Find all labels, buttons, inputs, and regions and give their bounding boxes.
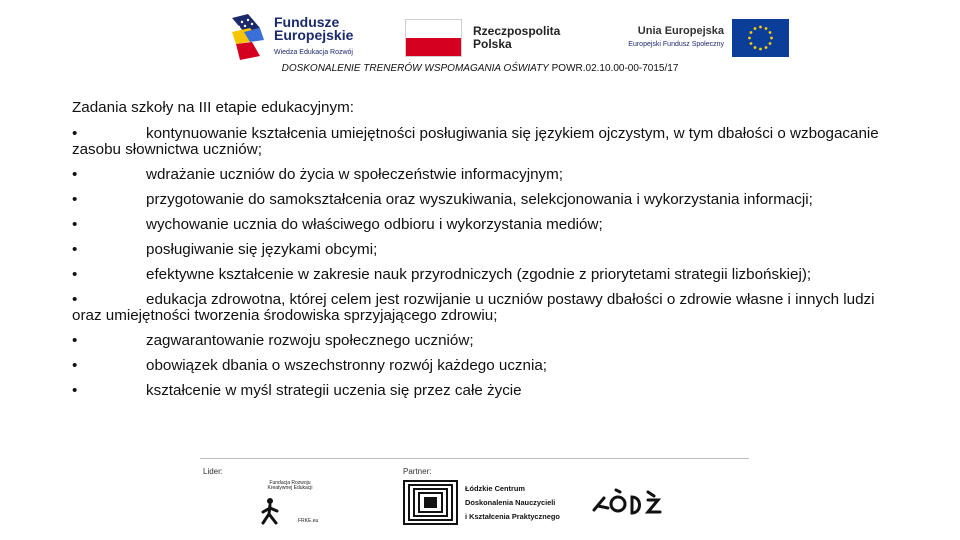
project-code: POWR.02.10.00-00-7015/17 <box>548 63 679 74</box>
task-item <box>72 383 882 399</box>
task-item-text: kontynuowanie kształcenia umiejętności posługiwania się językiem ojczystym, w tym dbałości o wzbogacanie zasobu słownictwa uczniów; <box>72 125 879 158</box>
task-item-text: posługiwanie się językami obcymi; <box>146 241 378 258</box>
task-item-text: wychowanie ucznia do właściwego odbioru i wykorzystania mediów; <box>146 216 603 233</box>
project-title-line <box>0 63 960 74</box>
task-item-text: zagwarantowanie rozwoju społecznego uczniów; <box>146 332 474 349</box>
ue-title: Unia Europejska <box>637 25 724 37</box>
fundusze-europejskie-title <box>274 16 353 42</box>
eu-star-icon <box>754 27 757 30</box>
eu-star-icon <box>769 31 772 34</box>
task-item <box>72 267 882 283</box>
eu-star-icon <box>765 46 768 49</box>
project-title: DOSKONALENIE TRENERÓW WSPOMAGANIA OŚWIATY <box>281 63 549 74</box>
logo-bar <box>0 0 960 80</box>
fe-line2: Europejskie <box>274 27 354 43</box>
eu-star-icon <box>754 46 757 49</box>
eu-star-icon <box>750 31 753 34</box>
fe-subtitle: Wiedza Edukacja Rozwój <box>274 49 353 56</box>
bullet: • <box>72 125 78 142</box>
partner-line2: Doskonalenia Nauczycieli <box>465 498 556 507</box>
task-item-text: efektywne kształcenie w zakresie nauk przyrodniczych (zgodnie z priorytetami strategii lizbońskiej); <box>146 266 812 283</box>
eu-star-icon <box>750 42 753 45</box>
eu-star-icon <box>769 42 772 45</box>
ldn-partner-mark-icon <box>403 480 458 525</box>
task-item-text: wdrażanie uczniów do życia w społeczeństwie informacyjnym; <box>146 166 563 183</box>
task-item-text: obowiązek dbania o wszechstronny rozwój każdego ucznia; <box>146 357 548 374</box>
task-item <box>72 126 882 158</box>
eu-flag-icon <box>732 19 789 57</box>
lodz-city-logo-icon <box>592 486 664 518</box>
task-item <box>72 358 882 374</box>
fundusze-europejskie-logo <box>230 14 375 60</box>
partner-line3: i Kształcenia Praktycznego <box>465 512 560 521</box>
eu-star-icon <box>759 26 762 29</box>
eu-star-icon <box>759 48 762 51</box>
eu-star-icon <box>770 37 773 40</box>
task-item-text: edukacja zdrowotna, której celem jest rozwijanie u uczniów postawy dbałości o zdrowie własne i innych ludzi oraz umiejętności tworzenia środowiska sprzyjającego zdrowiu; <box>72 291 875 324</box>
rp-line2: Polska <box>473 37 512 51</box>
eu-star-icon <box>748 37 751 40</box>
task-item-text: przygotowanie do samokształcenia oraz wyszukiwania, selekcjonowania i wykorzystania informacji; <box>146 191 813 208</box>
rzeczpospolita-polska-text <box>473 25 560 51</box>
task-item-text: kształcenie w myśl strategii uczenia się przez całe życie <box>146 382 522 399</box>
main-content <box>72 100 882 408</box>
bullet: • <box>72 382 78 399</box>
partner-logo-text <box>465 482 560 524</box>
bullet: • <box>72 191 78 208</box>
footer-divider <box>200 458 749 459</box>
task-item <box>72 192 882 208</box>
rp-line1: Rzeczpospolita <box>473 24 561 38</box>
ue-subtitle: Europejski Fundusz Społeczny <box>628 41 724 48</box>
task-item <box>72 292 882 324</box>
bullet: • <box>72 332 78 349</box>
fe-line1: Fundusze <box>274 14 340 30</box>
bullet: • <box>72 266 78 283</box>
bullet: • <box>72 241 78 258</box>
poland-flag-icon <box>405 19 462 57</box>
bullet: • <box>72 291 78 308</box>
bullet: • <box>72 216 78 233</box>
eu-star-icon <box>765 27 768 30</box>
task-item <box>72 167 882 183</box>
lider-label: Lider: <box>203 467 224 476</box>
task-item <box>72 217 882 233</box>
page-heading: Zadania szkoły na III etapie edukacyjnym: <box>72 99 354 116</box>
lider-logo-text: Fundacja Rozwoju Kreatywnej Edukacji <box>267 480 313 491</box>
unia-europejska-text <box>600 25 724 48</box>
partner-line1: Łódzkie Centrum <box>465 484 525 493</box>
bullet: • <box>72 357 78 374</box>
bullet: • <box>72 166 78 183</box>
partner-label: Partner: <box>403 467 432 476</box>
fundusze-europejskie-mark-icon <box>230 14 266 60</box>
task-item <box>72 242 882 258</box>
task-list <box>72 126 882 399</box>
lider-logo-tag: FRKE.eu <box>298 518 319 524</box>
running-figure-icon <box>257 497 283 525</box>
task-item <box>72 333 882 349</box>
